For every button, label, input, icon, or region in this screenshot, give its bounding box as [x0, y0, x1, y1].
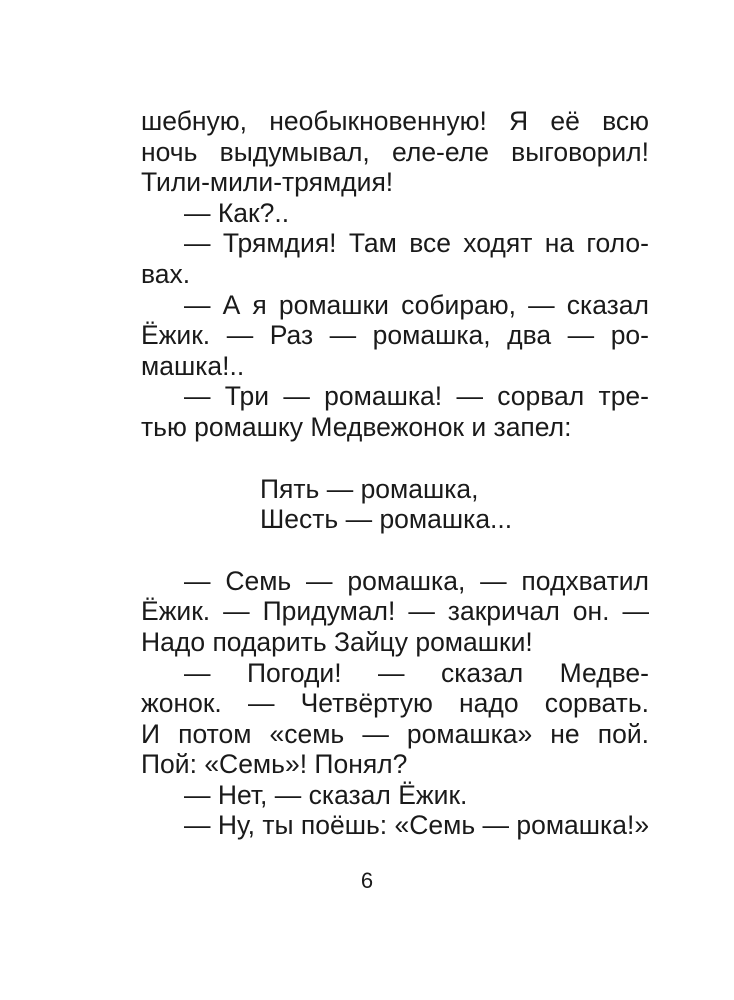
- text-line: вах.: [141, 258, 191, 289]
- stanza-gap: [141, 443, 649, 474]
- text-line: Пой: «Семь»! Понял?: [141, 749, 408, 780]
- text-line: Надо подарить Зайцу ромашки!: [141, 626, 533, 657]
- verse-line: Шесть — ромашка...: [260, 504, 513, 535]
- story-text: [141, 106, 649, 841]
- text-line: Ёжик. — Придумал! — закричал он. —: [141, 596, 649, 627]
- text-line: шебную, необыкновенную! Я её всю: [141, 106, 649, 136]
- text-line: Тили-мили-трямдия!: [141, 167, 394, 198]
- text-line: жонок. — Четвёртую надо сорвать.: [141, 688, 649, 719]
- page-number: 6: [360, 868, 374, 893]
- verse-line: Пять — ромашка,: [260, 473, 479, 504]
- text-line: Ёжик. — Раз — ромашка, два — ро-: [141, 320, 649, 351]
- text-line: — Трямдия! Там все ходят на голо-: [184, 228, 649, 259]
- text-line: тью ромашку Медвежонок и запел:: [141, 411, 572, 442]
- text-line: ночь выдумывал, еле-еле выговорил!: [141, 136, 649, 167]
- text-line: — Как?..: [184, 197, 290, 228]
- text-line: — Погоди! — сказал Медве-: [184, 657, 649, 688]
- text-line: — Три — ромашка! — сорвал тре-: [184, 381, 649, 412]
- text-line: — Ну, ты поёшь: «Семь — ромашка!»: [184, 810, 650, 841]
- text-line: — А я ромашки собираю, — сказал: [184, 289, 649, 320]
- text-line: И потом «семь — ромашка» не пой.: [141, 718, 649, 749]
- text-line: — Нет, — сказал Ёжик.: [184, 779, 468, 810]
- text-line: — Семь — ромашка, — подхватил: [184, 565, 649, 596]
- stanza-gap: [141, 535, 649, 566]
- text-line: машка!..: [141, 350, 245, 381]
